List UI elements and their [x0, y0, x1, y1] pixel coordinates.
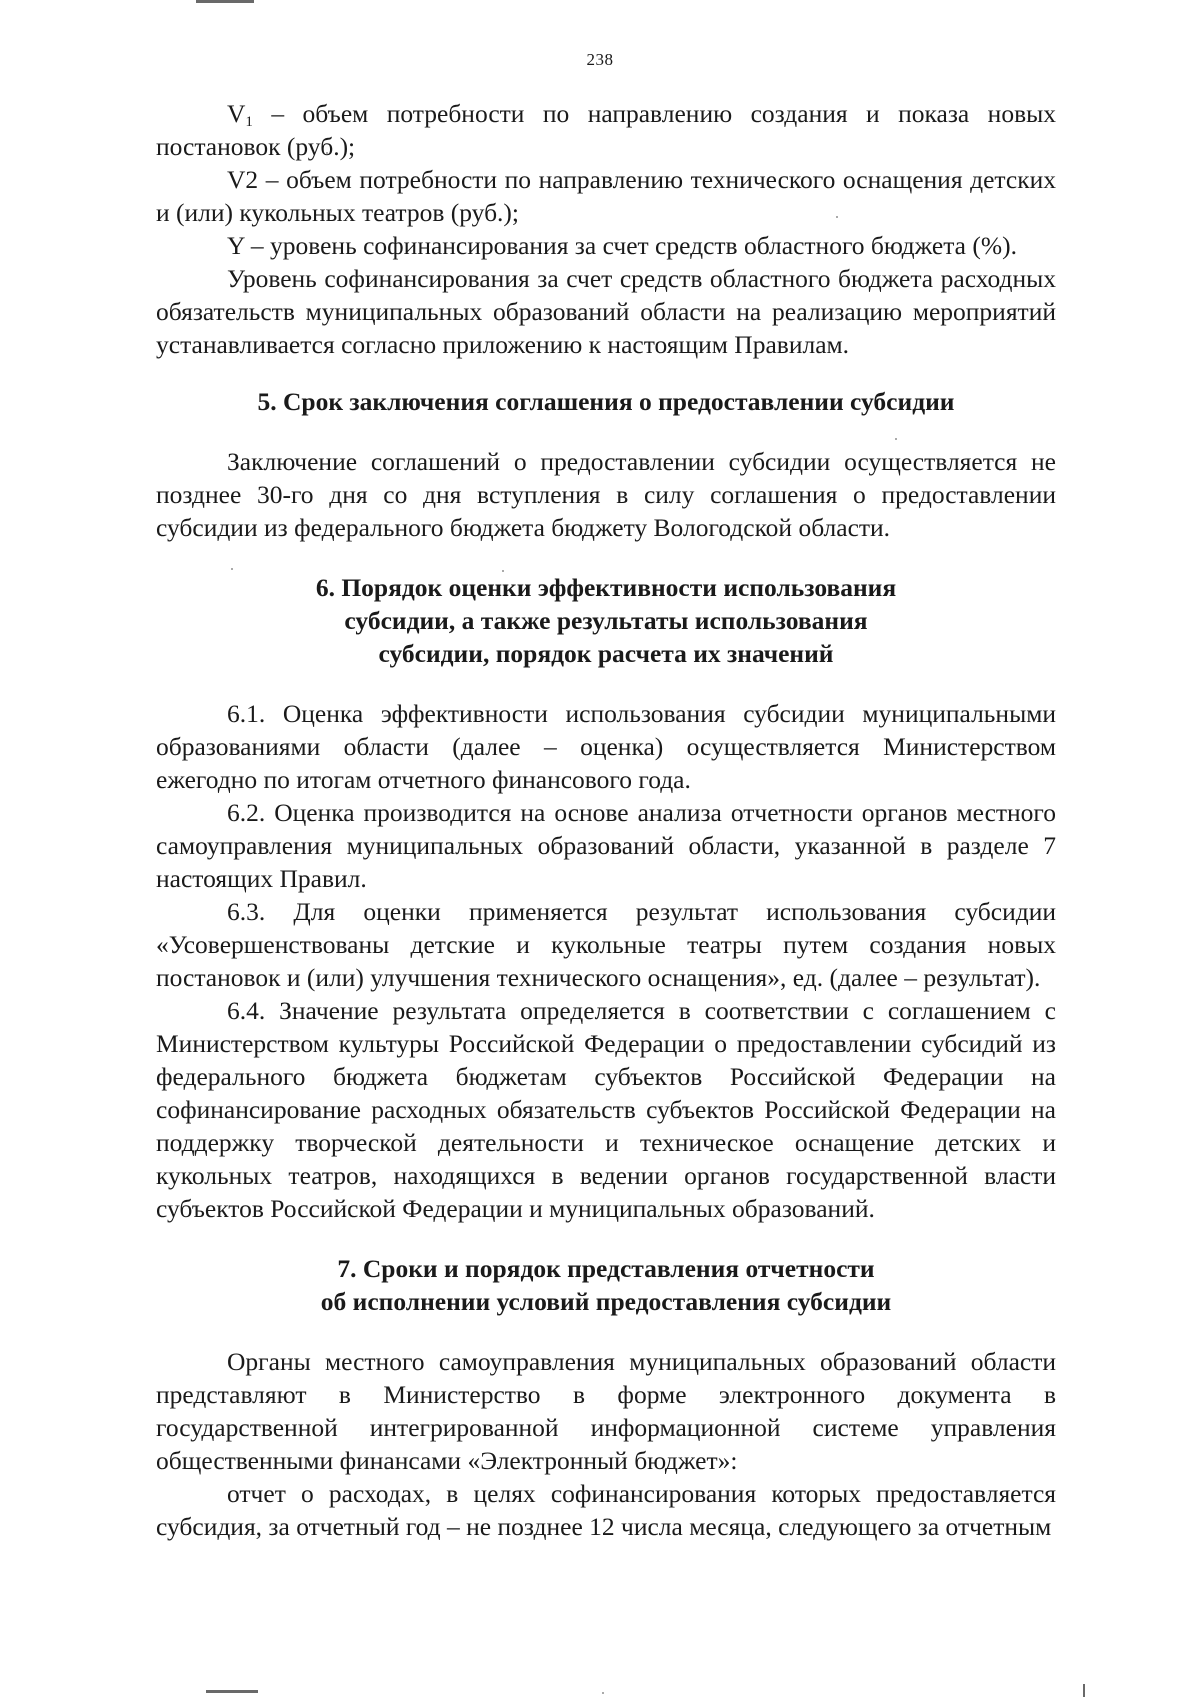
paragraph-y-definition: Y – уровень софинансирования за счет средств областного бюджета (%).	[227, 231, 1017, 260]
paragraph-6-2: 6.2. Оценка производится на основе анализа отчетности органов местного самоуправления муниципальных образований области, указанной в разделе 7 настоящих Правил.	[156, 798, 1056, 893]
section-7-heading	[156, 1252, 1056, 1318]
paragraph-6-3: 6.3. Для оценки применяется результат использования субсидии «Усовершенствованы детские и кукольные театры путем создания новых постановок и (или) улучшения технического оснащения», ед. (далее – результат).	[156, 897, 1056, 992]
page-number: 238	[586, 50, 614, 69]
scan-artifact-bottom-right	[1083, 1684, 1085, 1697]
scan-artifact-top	[196, 0, 254, 3]
paragraph-v2-definition: V2 – объем потребности по направлению технического оснащения детских и (или) кукольных театров (руб.);	[156, 165, 1056, 227]
scan-speck	[602, 1692, 604, 1694]
paragraph-6-1: 6.1. Оценка эффективности использования субсидии муниципальными образованиями области (далее – оценка) осуществляется Министерством ежегодно по итогам отчетного финансового года.	[156, 699, 1056, 794]
paragraph-cofinancing-level: Уровень софинансирования за счет средств областного бюджета расходных обязательств муниципальных образований области на реализацию мероприятий устанавливается согласно приложению к настоящим Правилам.	[156, 264, 1056, 359]
section-5-paragraph: Заключение соглашений о предоставлении субсидии осуществляется не позднее 30-го дня со дня вступления в силу соглашения о предоставлении субсидии из федерального бюджета бюджету Вологодской области.	[156, 447, 1056, 542]
section-7-heading-line-1: 7. Сроки и порядок представления отчетности	[337, 1254, 875, 1283]
section-6-heading	[156, 571, 1056, 670]
section-6-heading-line-3: субсидии, порядок расчета их значений	[378, 639, 834, 668]
variable-subscript: 1	[245, 114, 253, 130]
scan-artifact-bottom-left	[206, 1690, 258, 1693]
section-6-heading-line-2: субсидии, а также результаты использования	[344, 606, 868, 635]
paragraph-6-4: 6.4. Значение результата определяется в соответствии с соглашением с Министерством культуры Российской Федерации о предоставлении субсидий из федерального бюджета бюджетам субъектов Российской Федерации на софинансирование расходных обязательств субъектов Российской Федерации на поддержку творческой деятельности и техническое оснащение детских и кукольных театров, находящихся в ведении органов государственной власти субъектов Российской Федерации и муниципальных образований.	[156, 996, 1056, 1223]
variable-v: V	[227, 99, 246, 128]
section-7-paragraph-2: отчет о расходах, в целях софинансирования которых предоставляется субсидия, за отчетный год – не позднее 12 числа месяца, следующего за отчетным	[156, 1479, 1056, 1541]
v1-definition-text: – объем потребности по направлению создания и показа новых постановок (руб.);	[156, 99, 1056, 161]
document-body	[156, 97, 1056, 1543]
paragraph-v1-definition	[156, 97, 1056, 163]
section-7-heading-line-2: об исполнении условий предоставления субсидии	[320, 1287, 892, 1316]
section-6-heading-line-1: 6. Порядок оценки эффективности использования	[315, 573, 897, 602]
section-7-paragraph-1: Органы местного самоуправления муниципальных образований области представляют в Министерство в форме электронного документа в государственной интегрированной информационной системе управления общественными финансами «Электронный бюджет»:	[156, 1347, 1056, 1475]
section-5-heading: 5. Срок заключения соглашения о предоставлении субсидии	[257, 387, 955, 416]
